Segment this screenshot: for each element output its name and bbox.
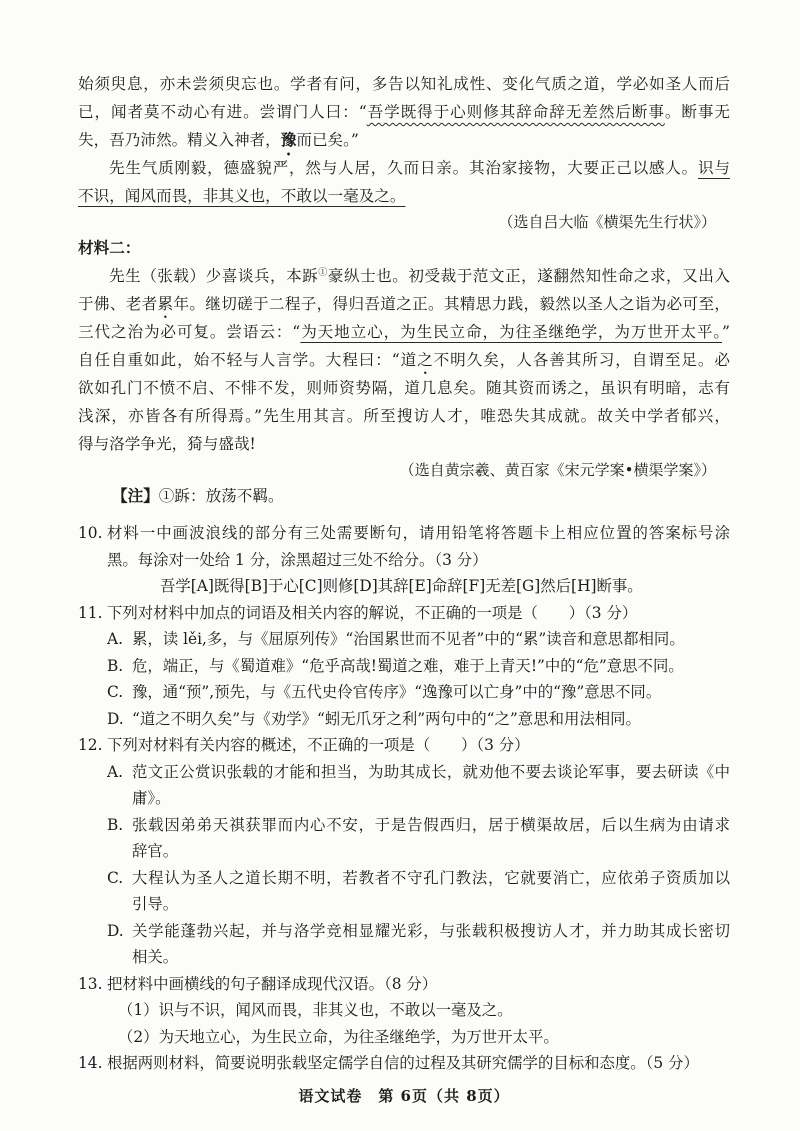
option-b	[78, 812, 730, 839]
question-stem: 把材料中画横线的句子翻译成现代汉语。（8 分）	[107, 974, 438, 993]
option-continuation	[78, 944, 730, 971]
text-line	[78, 154, 730, 182]
underlined-segment: 识与	[698, 159, 730, 177]
text-line	[78, 126, 730, 154]
page-footer: 语文试卷 第 6页（共 8页）	[298, 1086, 510, 1105]
option-text: 相关。	[132, 948, 179, 966]
question-stem: 材料一中画波浪线的部分有三处需要断句，请用铅笔将答题卡上相应位置的答案标号涂	[107, 524, 730, 542]
footnote-label: 【注】	[112, 486, 159, 505]
sub-question-text: （2）为天地立心，为生民立命，为往圣继绝学，为万世开太平。	[118, 1027, 559, 1046]
source-citation: （选自吕大临《横渠先生行状》）	[498, 213, 716, 231]
text-segment: 不明久矣，人各善其所习，自谓至足。必	[433, 351, 730, 369]
text-segment: 于佛、老者	[78, 295, 158, 313]
wavy-underlined-segment: 吾学既得于心则修其辞命辞无差然后断事	[366, 103, 665, 121]
option-letter: C.	[107, 868, 124, 887]
text-segment: 而已矣。”	[296, 131, 359, 149]
question-line	[78, 732, 730, 759]
text-segment: ”	[722, 323, 730, 341]
underlined-segment: 不识，闻风而畏，非其义也，不敢以一毫及之。	[78, 187, 406, 205]
option-letter: B.	[107, 656, 124, 675]
question-number: 11.	[78, 603, 103, 622]
option-text: 范文正公赏识张载的才能和担当，为助其成长，就劝他不要去谈论军事，要去研读《中	[132, 762, 730, 781]
dotted-character: 之	[417, 351, 434, 369]
text-line	[78, 70, 730, 98]
option-d	[78, 706, 730, 733]
option-text: “道之不明久矣”与《劝学》“蚓无爪牙之利”两句中的“之”意思和用法相同。	[132, 709, 641, 728]
question-stem: 下列对材料有关内容的概述，不正确的一项是（ ）（3 分）	[107, 736, 530, 754]
dotted-character: 豫	[280, 130, 297, 149]
text-line	[78, 182, 730, 210]
question-stem: 下列对材料中加点的词语及相关内容的解说，不正确的一项是（ ）（3 分）	[107, 603, 638, 622]
text-segment: 得与洛学争光，猗与盛哉!	[78, 435, 256, 453]
option-text: 累，读 lěi,多，与《屈原列传》“治国累世而不见者”中的“累”读音和意思都相同。	[132, 630, 685, 648]
option-letter: A.	[107, 762, 124, 781]
material-one	[78, 70, 730, 234]
option-c	[78, 679, 730, 706]
option-text: 张载因弟弟天祺获罪而内心不安，于是告假西归，居于横渠故居，后以生病为由请求	[132, 815, 730, 834]
text-segment: 失，吾乃沛然。精义入神者，	[78, 131, 281, 149]
option-b	[78, 653, 730, 680]
question-number: 13.	[78, 974, 103, 993]
text-segment: 。断事无	[664, 103, 730, 121]
questions	[78, 520, 730, 1077]
footnote-marker: ①	[318, 268, 328, 278]
question-number: 10.	[78, 524, 103, 542]
text-segment: 先生气质刚毅，德盛貌严，然与人居，久而日亲。其治家接物，大要正己以感人。	[109, 159, 699, 177]
text-line	[78, 318, 730, 346]
text-segment: 浅深，亦皆各有所得焉。”先生用其言。所至搜访人才，唯恐失其成就。故关中学者郁兴，	[78, 407, 730, 425]
option-text: 庸》。	[132, 789, 171, 807]
option-text: 引导。	[132, 895, 179, 913]
option-a	[78, 759, 730, 786]
question-line	[78, 600, 730, 627]
option-letter: D.	[107, 921, 124, 940]
sub-question	[78, 1024, 730, 1051]
text-segment: 自任自重如此，始不轻与人言学。大程曰：“道	[78, 351, 418, 369]
option-letter: A.	[107, 630, 124, 648]
material-heading: 材料二：	[78, 238, 141, 257]
option-a	[78, 626, 730, 653]
footnote-text: ①跅：放荡不羁。	[158, 487, 284, 505]
text-line	[78, 402, 730, 430]
text-line	[78, 430, 730, 458]
text-segment: 三代之治为必可复。尝语云：“	[78, 323, 301, 341]
question-line	[78, 547, 730, 574]
question-number: 12.	[78, 736, 103, 754]
question-stem: 黑。每涂对一处给 1 分，涂黑超过三处不给分。（3 分）	[107, 550, 488, 569]
option-continuation	[78, 785, 730, 812]
option-letter: C.	[107, 683, 124, 701]
option-text: 大程认为圣人之道长期不明，若教者不守孔门教法，它就要消亡，应依弟子资质加以	[132, 868, 730, 887]
text-segment: 年。继切磋于二程子，得归吾道之正。其精思力践，毅然以圣人之诣为必可至，	[173, 295, 730, 313]
question-stem: 根据两则材料，简要说明张载坚定儒学自信的过程及其研究儒学的目标和态度。（5 分）	[107, 1054, 699, 1072]
text-segment: 已，闻者莫不动心有进。尝谓门人曰：“	[78, 103, 367, 121]
option-letter: D.	[107, 709, 124, 728]
question-line	[78, 520, 730, 547]
question-line	[78, 1050, 730, 1077]
question-14	[78, 1050, 730, 1077]
question-13	[78, 971, 730, 1051]
option-text: 辞官。	[132, 842, 179, 860]
option-d	[78, 918, 730, 945]
text-line	[78, 262, 730, 290]
option-continuation	[78, 838, 730, 865]
option-text: 危，端正，与《蜀道难》“危乎高哉!蜀道之难，难于上青天!”中的“危”意思不同。	[132, 656, 684, 675]
option-text: 关学能蓬勃兴起，并与洛学竞相显耀光彩，与张载积极搜访人才，并力助其成长密切	[132, 921, 730, 940]
footnote	[78, 482, 730, 510]
question-number: 14.	[78, 1054, 103, 1072]
text-segment: 豪纵士也。初受裁于范文正，遂翻然知性命之求，又出入	[327, 267, 730, 285]
question-line	[78, 573, 730, 600]
text-line	[78, 346, 730, 374]
question-12	[78, 732, 730, 971]
text-segment: 欲如孔门不愤不启、不悱不发，则师资势隔，道几息矣。随其资而诱之，虽识有明暗，志有	[78, 379, 730, 397]
sub-question-text: （1）识与不识，闻风而畏，非其义也，不敢以一毫及之。	[118, 1001, 513, 1019]
text-segment: 始须臾息，亦未尝须臾忘也。学者有问，多告以知礼成性、变化气质之道，学必如圣人而后	[78, 75, 730, 93]
source-citation: （选自黄宗羲、黄百家《宋元学案•横渠学案》）	[399, 461, 716, 479]
option-c	[78, 865, 730, 892]
text-segment: 先生（张载）少喜谈兵，本跅	[109, 267, 319, 285]
question-line	[78, 971, 730, 998]
dotted-character: 累	[157, 295, 174, 313]
option-letter: B.	[107, 815, 124, 834]
text-line	[78, 374, 730, 402]
text-line	[78, 98, 730, 126]
text-line	[78, 290, 730, 318]
question-11	[78, 600, 730, 733]
underlined-segment: 为天地立心，为生民立命，为往圣继绝学，为万世开太平。	[300, 323, 723, 341]
sub-question	[78, 997, 730, 1024]
option-continuation	[78, 891, 730, 918]
question-10	[78, 520, 730, 600]
punctuation-sentence: 吾学[A]既得[B]于心[C]则修[D]其辞[E]命辞[F]无差[G]然后[H]断事。	[160, 577, 643, 595]
option-text: 豫，通“预”,预先，与《五代史伶官传序》“逸豫可以亡身”中的“豫”意思不同。	[132, 683, 662, 701]
material-two	[78, 234, 730, 510]
